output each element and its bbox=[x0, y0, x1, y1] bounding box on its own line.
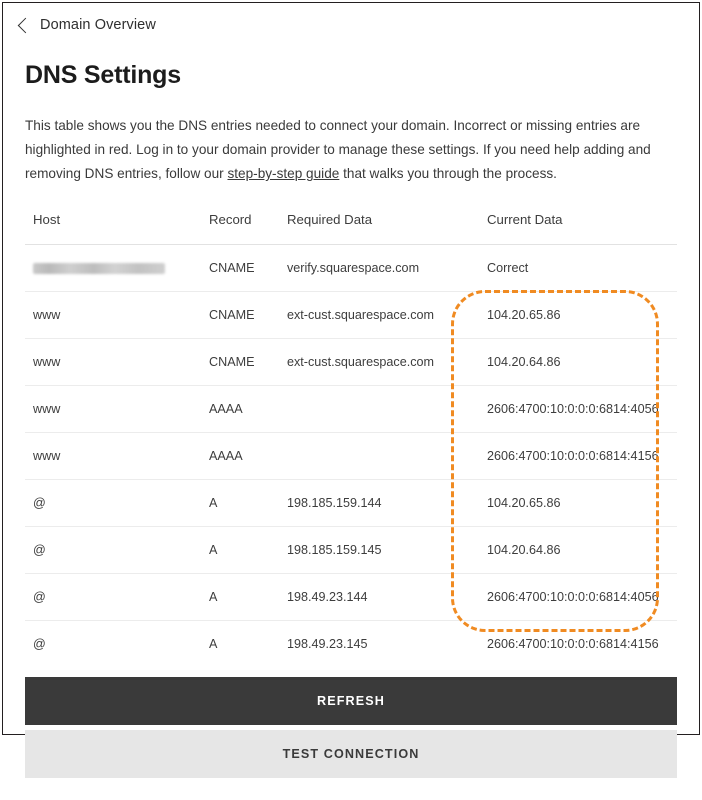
cell-record-type: A bbox=[209, 527, 287, 574]
cell-required-data: 198.185.159.145 bbox=[287, 527, 487, 574]
table-row bbox=[25, 433, 677, 480]
dns-table bbox=[25, 212, 677, 667]
column-header-required-data: Required Data bbox=[287, 212, 487, 245]
cell-current-data: 2606:4700:10:0:0:0:6814:4056 bbox=[487, 386, 677, 433]
action-buttons bbox=[3, 677, 699, 800]
table-row bbox=[25, 621, 677, 668]
cell-record-type: AAAA bbox=[209, 386, 287, 433]
cell-host bbox=[25, 245, 209, 292]
page-content bbox=[3, 61, 699, 667]
test-connection-button[interactable]: TEST CONNECTION bbox=[25, 730, 677, 778]
cell-host: www bbox=[25, 433, 209, 480]
table-row bbox=[25, 292, 677, 339]
cell-required-data bbox=[287, 433, 487, 480]
intro-text-part1: This table shows you the DNS entries needed to connect your domain. Incorrect or missing entries are highlighted in red. Log in to your domain provider to manage these settings. If you need help adding and removing DNS entries, follow our bbox=[25, 118, 651, 181]
back-navigation[interactable] bbox=[3, 3, 699, 33]
cell-current-data: 2606:4700:10:0:0:0:6814:4156 bbox=[487, 433, 677, 480]
cell-current-data: 104.20.65.86 bbox=[487, 292, 677, 339]
cell-required-data: 198.49.23.144 bbox=[287, 574, 487, 621]
cell-host: www bbox=[25, 386, 209, 433]
page-title: DNS Settings bbox=[25, 61, 181, 89]
cell-record-type: A bbox=[209, 480, 287, 527]
cell-current-data: 104.20.65.86 bbox=[487, 480, 677, 527]
intro-text-part2: that walks you through the process. bbox=[339, 166, 557, 181]
intro-paragraph bbox=[25, 114, 677, 186]
column-header-host: Host bbox=[25, 212, 209, 245]
table-row bbox=[25, 386, 677, 433]
table-row bbox=[25, 527, 677, 574]
cell-current-data: 2606:4700:10:0:0:0:6814:4056 bbox=[487, 574, 677, 621]
cell-host: @ bbox=[33, 637, 46, 651]
cell-required-data: verify.squarespace.com bbox=[287, 245, 487, 292]
cell-record-type: A bbox=[209, 637, 218, 651]
refresh-button[interactable]: REFRESH bbox=[25, 677, 677, 725]
cell-host: www bbox=[25, 339, 209, 386]
cell-required-data: 198.185.159.144 bbox=[287, 480, 487, 527]
back-label: Domain Overview bbox=[40, 17, 156, 33]
table-row bbox=[25, 574, 677, 621]
chevron-left-icon bbox=[18, 17, 34, 33]
table-row bbox=[25, 480, 677, 527]
step-by-step-guide-link[interactable]: step-by-step guide bbox=[227, 166, 340, 181]
cell-required-data: ext-cust.squarespace.com bbox=[287, 339, 487, 386]
cell-host: @ bbox=[25, 574, 209, 621]
table-header-row bbox=[25, 212, 677, 245]
redacted-host-value bbox=[33, 263, 165, 274]
dns-table-body bbox=[25, 245, 677, 668]
cell-current-data: 104.20.64.86 bbox=[487, 339, 677, 386]
table-row bbox=[25, 245, 677, 292]
cell-record-type: A bbox=[209, 574, 287, 621]
table-row bbox=[25, 339, 677, 386]
cell-host: www bbox=[25, 292, 209, 339]
cell-current-data: 104.20.64.86 bbox=[487, 527, 677, 574]
column-header-current-data: Current Data bbox=[487, 212, 677, 245]
cell-current-data: Correct bbox=[487, 245, 677, 292]
cell-host: @ bbox=[25, 527, 209, 574]
cell-required-data bbox=[287, 386, 487, 433]
cell-record-type: CNAME bbox=[209, 339, 287, 386]
cell-record-type: AAAA bbox=[209, 433, 287, 480]
cell-current-data: 2606:4700:10:0:0:0:6814:4156 bbox=[487, 637, 659, 651]
cell-host: @ bbox=[25, 480, 209, 527]
cell-required-data: ext-cust.squarespace.com bbox=[287, 292, 487, 339]
app-frame bbox=[2, 2, 700, 761]
cell-required-data: 198.49.23.145 bbox=[287, 637, 368, 651]
cell-record-type: CNAME bbox=[209, 245, 287, 292]
cell-record-type: CNAME bbox=[209, 292, 287, 339]
dns-table-head bbox=[25, 212, 677, 245]
column-header-record: Record bbox=[209, 212, 287, 245]
